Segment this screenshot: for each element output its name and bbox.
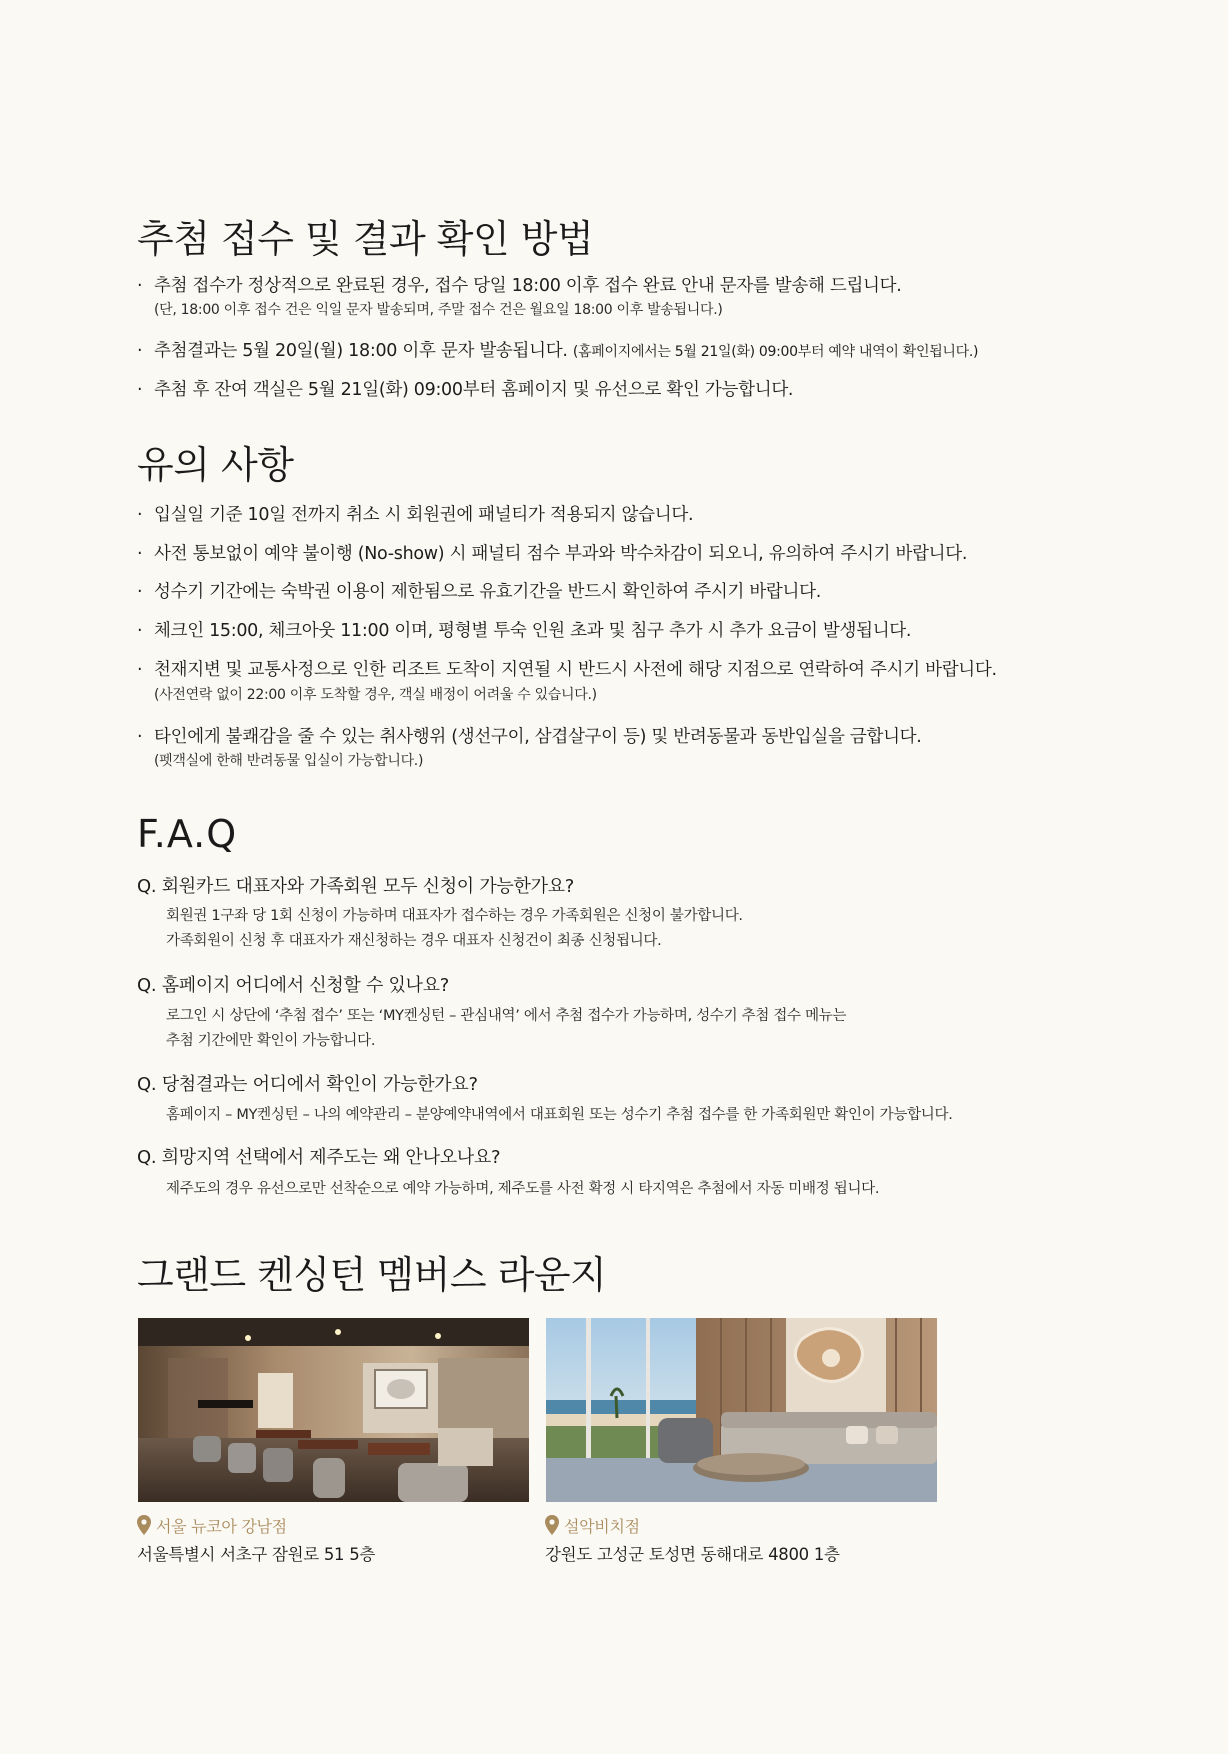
faq-answer (166, 1103, 953, 1128)
location-name-text: 서울 뉴코아 강남점 (156, 1517, 287, 1536)
bullet-text: 입실일 기준 10일 전까지 취소 시 회원권에 패널티가 적용되지 않습니다. (154, 505, 694, 525)
bullet-text: 사전 통보없이 예약 불이행 (No-show) 시 패널티 점수 부과와 박수차감이 되오니, 유의하여 주시기 바랍니다. (154, 544, 968, 564)
bullet-item: · 추첨 후 잔여 객실은 5월 21일(화) 09:00부터 홈페이지 및 유선으로 확인 가능합니다. (137, 380, 794, 400)
location-name-seorak-beach (545, 1514, 640, 1537)
section-title-faq: F.A.Q (137, 812, 238, 856)
bullet-item: · 체크인 15:00, 체크아웃 11:00 이며, 평형별 투숙 인원 초과 및 침구 추가 시 추가 요금이 발생됩니다. (137, 621, 912, 641)
bullet-item: · 성수기 기간에는 숙박권 이용이 제한됨으로 유효기간을 반드시 확인하여 주시기 바랍니다. (137, 582, 822, 602)
bullet-subnote: (펫객실에 한해 반려동물 입실이 가능합니다.) (154, 753, 424, 769)
faq-answer-line: 홈페이지 – MY켄싱턴 – 나의 예약관리 – 분양예약내역에서 대표회원 또는 성수기 추첨 접수를 한 가족회원만 확인이 가능합니다. (166, 1107, 953, 1123)
bullet-text: 체크인 15:00, 체크아웃 11:00 이며, 평형별 투숙 인원 초과 및 침구 추가 시 추가 요금이 발생됩니다. (154, 621, 912, 641)
lounge-photo-seorak-beach (546, 1318, 937, 1502)
lounge-photo-gangnam (138, 1318, 529, 1502)
bullet-text: 천재지변 및 교통사정으로 인한 리조트 도착이 지연될 시 반드시 사전에 해당 지점으로 연락하여 주시기 바랍니다. (154, 660, 997, 680)
bullet-text: 성수기 기간에는 숙박권 이용이 제한됨으로 유효기간을 반드시 확인하여 주시기 바랍니다. (154, 582, 822, 602)
section-title-notice: 유의 사항 (137, 443, 294, 487)
bullet-subnote: (단, 18:00 이후 접수 건은 익일 문자 발송되며, 주말 접수 건은 월요일 18:00 이후 발송됩니다.) (154, 302, 723, 318)
location-address: 서울특별시 서초구 잠원로 51 5층 (137, 1545, 376, 1564)
faq-answer (166, 1177, 879, 1202)
section-title-lottery: 추첨 접수 및 결과 확인 방법 (137, 217, 594, 261)
bullet-item: · 타인에게 불쾌감을 줄 수 있는 취사행위 (생선구이, 삼겹살구이 등) 및 반려동물과 동반입실을 금합니다. (137, 727, 922, 747)
bullet-item: · 입실일 기준 10일 전까지 취소 시 회원권에 패널티가 적용되지 않습니다. (137, 505, 694, 525)
faq-answer-line: 로그인 시 상단에 ‘추첨 접수’ 또는 ‘MY켄싱턴 – 관심내역’ 에서 추첨 접수가 가능하며, 성수기 추첨 접수 메뉴는 (166, 1008, 847, 1024)
faq-question: Q. 당첨결과는 어디에서 확인이 가능한가요? (137, 1074, 478, 1095)
bullet-item: · 추첨결과는 5월 20일(월) 18:00 이후 문자 발송됩니다. (홈페이지에서는 5월 21일(화) 09:00부터 예약 내역이 확인됩니다.) (137, 341, 979, 361)
map-pin-icon (545, 1515, 559, 1535)
faq-answer-line: 가족회원이 신청 후 대표자가 재신청하는 경우 대표자 신청건이 최종 신청됩니다. (166, 933, 662, 949)
faq-question: Q. 홈페이지 어디에서 신청할 수 있나요? (137, 975, 449, 996)
map-pin-icon (137, 1515, 151, 1535)
bullet-item: · 추첨 접수가 정상적으로 완료된 경우, 접수 당일 18:00 이후 접수 완료 안내 문자를 발송해 드립니다. (137, 276, 902, 296)
faq-answer-line: 제주도의 경우 유선으로만 선착순으로 예약 가능하며, 제주도를 사전 확정 시 타지역은 추첨에서 자동 미배정 됩니다. (166, 1181, 880, 1197)
bullet-text: 추첨결과는 5월 20일(월) 18:00 이후 문자 발송됩니다. (154, 341, 573, 361)
faq-question: Q. 희망지역 선택에서 제주도는 왜 안나오나요? (137, 1147, 501, 1168)
faq-answer-line: 추첨 기간에만 확인이 가능합니다. (166, 1033, 376, 1049)
bullet-item: · 사전 통보없이 예약 불이행 (No-show) 시 패널티 점수 부과와 박수차감이 되오니, 유의하여 주시기 바랍니다. (137, 544, 968, 564)
bullet-text: 추첨 접수가 정상적으로 완료된 경우, 접수 당일 18:00 이후 접수 완료 안내 문자를 발송해 드립니다. (154, 276, 902, 296)
bullet-text: 추첨 후 잔여 객실은 5월 21일(화) 09:00부터 홈페이지 및 유선으로 확인 가능합니다. (154, 380, 794, 400)
location-address: 강원도 고성군 토성면 동해대로 4800 1층 (545, 1545, 840, 1564)
bullet-note: (홈페이지에서는 5월 21일(화) 09:00부터 예약 내역이 확인됩니다.) (572, 344, 979, 360)
bullet-text: 타인에게 불쾌감을 줄 수 있는 취사행위 (생선구이, 삼겹살구이 등) 및 반려동물과 동반입실을 금합니다. (154, 727, 922, 747)
bullet-subnote: (사전연락 없이 22:00 이후 도착할 경우, 객실 배정이 어려울 수 있습니다.) (154, 687, 597, 703)
location-name-gangnam (137, 1514, 287, 1537)
section-title-lounge: 그랜드 켄싱턴 멤버스 라운지 (137, 1253, 607, 1297)
faq-answer (166, 904, 743, 954)
faq-answer-line: 회원권 1구좌 당 1회 신청이 가능하며 대표자가 접수하는 경우 가족회원은 신청이 불가합니다. (166, 908, 743, 924)
faq-question: Q. 회원카드 대표자와 가족회원 모두 신청이 가능한가요? (137, 876, 575, 897)
bullet-item: · 천재지변 및 교통사정으로 인한 리조트 도착이 지연될 시 반드시 사전에 해당 지점으로 연락하여 주시기 바랍니다. (137, 660, 997, 680)
faq-answer (166, 1004, 846, 1054)
location-name-text: 설악비치점 (564, 1517, 640, 1536)
